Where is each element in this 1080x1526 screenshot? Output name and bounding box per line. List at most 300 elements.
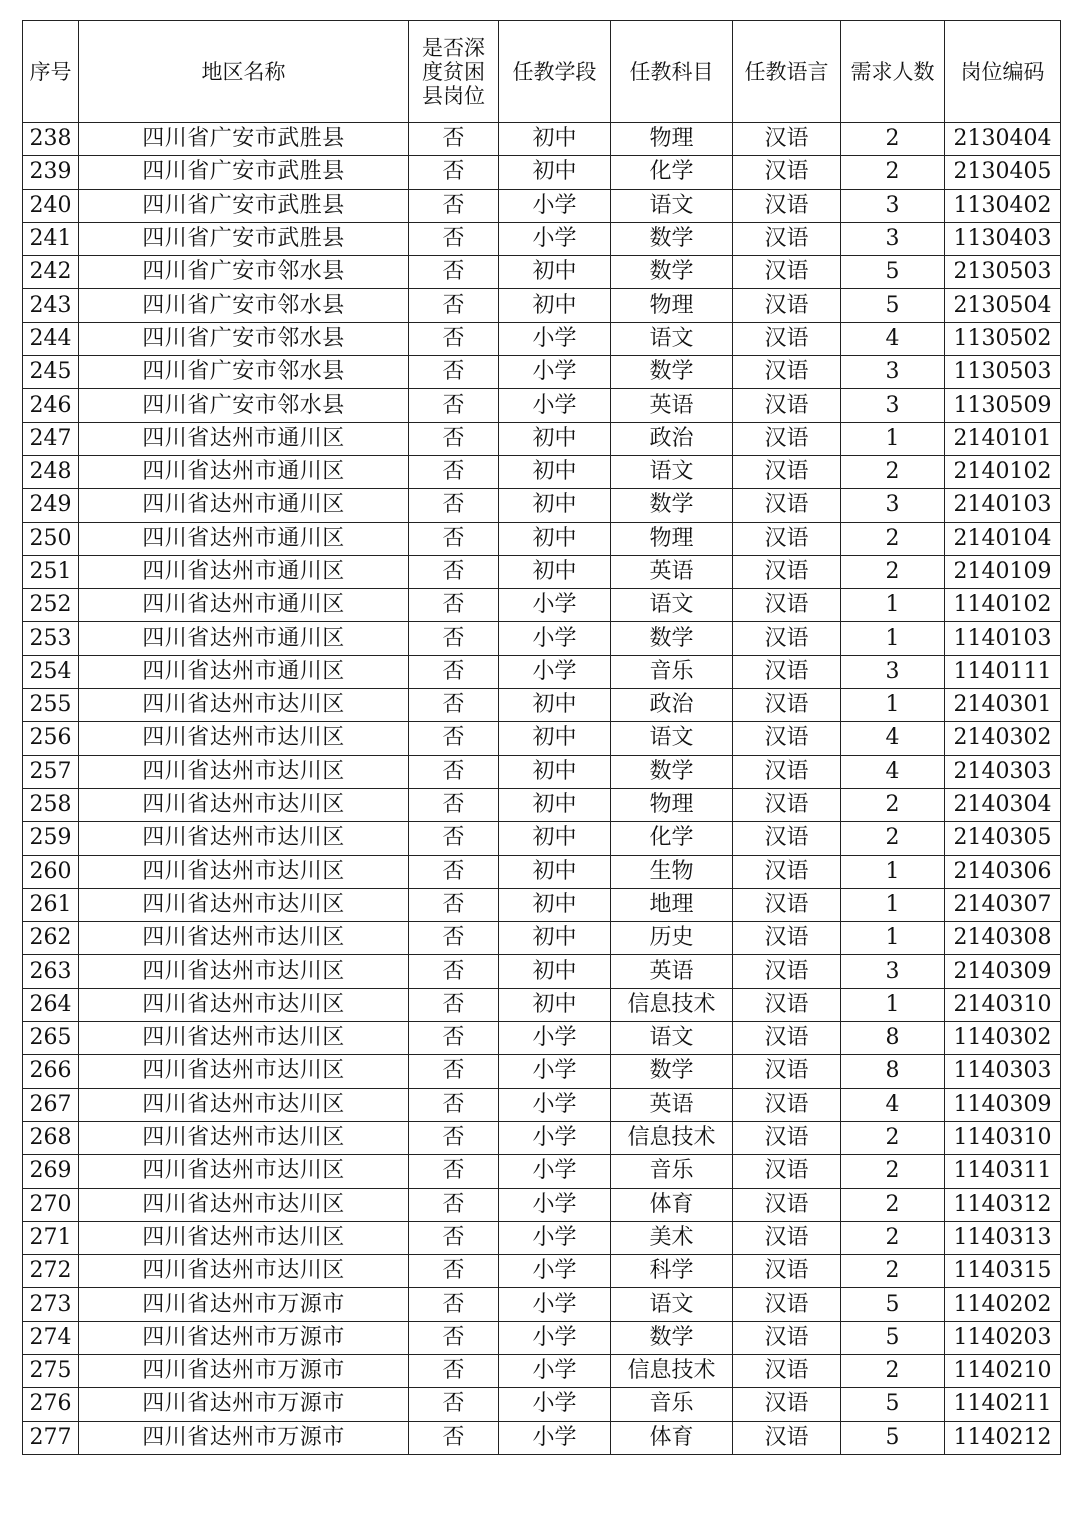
cell-subject: 音乐 [611, 655, 733, 688]
cell-poverty-county: 否 [409, 555, 499, 588]
cell-code: 1140212 [945, 1421, 1061, 1454]
cell-count: 2 [841, 1354, 945, 1387]
cell-language: 汉语 [733, 356, 841, 389]
cell-count: 8 [841, 1055, 945, 1088]
cell-poverty-county: 否 [409, 1088, 499, 1121]
cell-stage: 初中 [499, 922, 611, 955]
cell-count: 2 [841, 1188, 945, 1221]
cell-language: 汉语 [733, 289, 841, 322]
cell-code: 2140308 [945, 922, 1061, 955]
cell-subject: 物理 [611, 788, 733, 821]
header-stage: 任教学段 [499, 21, 611, 123]
cell-count: 5 [841, 1321, 945, 1354]
cell-stage: 小学 [499, 589, 611, 622]
cell-count: 1 [841, 855, 945, 888]
cell-count: 1 [841, 589, 945, 622]
cell-stage: 初中 [499, 156, 611, 189]
cell-count: 2 [841, 1121, 945, 1154]
cell-count: 1 [841, 622, 945, 655]
cell-stage: 初中 [499, 788, 611, 821]
cell-seq: 240 [23, 189, 79, 222]
cell-code: 2130504 [945, 289, 1061, 322]
cell-subject: 体育 [611, 1421, 733, 1454]
cell-stage: 初中 [499, 522, 611, 555]
cell-region: 四川省广安市邻水县 [79, 289, 409, 322]
header-seq: 序号 [23, 21, 79, 123]
cell-seq: 251 [23, 555, 79, 588]
cell-subject: 语文 [611, 1022, 733, 1055]
cell-seq: 241 [23, 222, 79, 255]
cell-count: 1 [841, 988, 945, 1021]
cell-code: 1140211 [945, 1388, 1061, 1421]
cell-language: 汉语 [733, 422, 841, 455]
cell-region: 四川省达州市达川区 [79, 755, 409, 788]
cell-count: 4 [841, 322, 945, 355]
cell-poverty-county: 否 [409, 689, 499, 722]
cell-code: 2140302 [945, 722, 1061, 755]
cell-language: 汉语 [733, 822, 841, 855]
cell-region: 四川省达州市达川区 [79, 788, 409, 821]
table-row [23, 1321, 1061, 1354]
cell-code: 1140111 [945, 655, 1061, 688]
table-row [23, 788, 1061, 821]
cell-stage: 小学 [499, 1221, 611, 1254]
cell-poverty-county: 否 [409, 1121, 499, 1154]
table-row [23, 689, 1061, 722]
cell-count: 1 [841, 422, 945, 455]
cell-count: 2 [841, 123, 945, 156]
cell-region: 四川省达州市达川区 [79, 1155, 409, 1188]
cell-count: 2 [841, 522, 945, 555]
cell-seq: 255 [23, 689, 79, 722]
table-body [23, 123, 1061, 1455]
cell-seq: 254 [23, 655, 79, 688]
cell-poverty-county: 否 [409, 1354, 499, 1387]
cell-language: 汉语 [733, 222, 841, 255]
cell-count: 2 [841, 455, 945, 488]
cell-poverty-county: 否 [409, 156, 499, 189]
cell-poverty-county: 否 [409, 1188, 499, 1221]
table-row [23, 289, 1061, 322]
cell-stage: 小学 [499, 1155, 611, 1188]
table-row [23, 922, 1061, 955]
cell-region: 四川省广安市武胜县 [79, 189, 409, 222]
table-row [23, 722, 1061, 755]
table-row [23, 489, 1061, 522]
cell-region: 四川省达州市通川区 [79, 655, 409, 688]
cell-count: 5 [841, 289, 945, 322]
cell-language: 汉语 [733, 689, 841, 722]
cell-region: 四川省达州市万源市 [79, 1321, 409, 1354]
table-row [23, 1155, 1061, 1188]
cell-seq: 252 [23, 589, 79, 622]
header-poverty-county-text: 是否深度贫困县岗位 [422, 35, 485, 108]
cell-stage: 初中 [499, 123, 611, 156]
cell-seq: 265 [23, 1022, 79, 1055]
cell-code: 2140102 [945, 455, 1061, 488]
cell-count: 1 [841, 922, 945, 955]
cell-subject: 地理 [611, 888, 733, 921]
cell-language: 汉语 [733, 1388, 841, 1421]
cell-poverty-county: 否 [409, 988, 499, 1021]
cell-seq: 267 [23, 1088, 79, 1121]
cell-seq: 259 [23, 822, 79, 855]
cell-poverty-county: 否 [409, 1388, 499, 1421]
job-postings-table [22, 20, 1061, 1455]
cell-count: 5 [841, 256, 945, 289]
table-row [23, 1421, 1061, 1454]
cell-poverty-county: 否 [409, 1055, 499, 1088]
cell-region: 四川省广安市邻水县 [79, 256, 409, 289]
cell-code: 2130404 [945, 123, 1061, 156]
cell-language: 汉语 [733, 189, 841, 222]
cell-code: 1140202 [945, 1288, 1061, 1321]
cell-poverty-county: 否 [409, 855, 499, 888]
table-row [23, 1288, 1061, 1321]
cell-region: 四川省达州市达川区 [79, 1121, 409, 1154]
cell-subject: 物理 [611, 522, 733, 555]
cell-code: 2140309 [945, 955, 1061, 988]
cell-stage: 小学 [499, 1121, 611, 1154]
cell-stage: 初中 [499, 722, 611, 755]
cell-stage: 初中 [499, 455, 611, 488]
cell-region: 四川省达州市达川区 [79, 1221, 409, 1254]
cell-stage: 初中 [499, 689, 611, 722]
cell-region: 四川省达州市达川区 [79, 1088, 409, 1121]
cell-count: 5 [841, 1421, 945, 1454]
cell-subject: 信息技术 [611, 1121, 733, 1154]
cell-seq: 275 [23, 1354, 79, 1387]
cell-code: 2140103 [945, 489, 1061, 522]
table-row [23, 655, 1061, 688]
cell-code: 2140304 [945, 788, 1061, 821]
cell-poverty-county: 否 [409, 888, 499, 921]
cell-language: 汉语 [733, 489, 841, 522]
cell-subject: 数学 [611, 1321, 733, 1354]
header-row [23, 21, 1061, 123]
cell-stage: 小学 [499, 1354, 611, 1387]
cell-subject: 英语 [611, 1088, 733, 1121]
cell-region: 四川省达州市万源市 [79, 1288, 409, 1321]
cell-poverty-county: 否 [409, 922, 499, 955]
table-row [23, 455, 1061, 488]
cell-subject: 语文 [611, 722, 733, 755]
cell-subject: 数学 [611, 1055, 733, 1088]
cell-poverty-county: 否 [409, 522, 499, 555]
cell-stage: 小学 [499, 189, 611, 222]
table-row [23, 222, 1061, 255]
cell-subject: 英语 [611, 555, 733, 588]
table-row [23, 422, 1061, 455]
cell-seq: 247 [23, 422, 79, 455]
table-row [23, 622, 1061, 655]
cell-subject: 美术 [611, 1221, 733, 1254]
table-row [23, 356, 1061, 389]
cell-subject: 数学 [611, 356, 733, 389]
cell-subject: 数学 [611, 622, 733, 655]
cell-stage: 初中 [499, 822, 611, 855]
cell-language: 汉语 [733, 755, 841, 788]
cell-subject: 数学 [611, 489, 733, 522]
cell-seq: 245 [23, 356, 79, 389]
cell-code: 1140302 [945, 1022, 1061, 1055]
cell-subject: 信息技术 [611, 988, 733, 1021]
cell-subject: 语文 [611, 1288, 733, 1321]
cell-seq: 243 [23, 289, 79, 322]
cell-poverty-county: 否 [409, 1022, 499, 1055]
cell-poverty-county: 否 [409, 322, 499, 355]
table-row [23, 1188, 1061, 1221]
cell-poverty-county: 否 [409, 1221, 499, 1254]
cell-stage: 初中 [499, 755, 611, 788]
cell-seq: 268 [23, 1121, 79, 1154]
cell-seq: 248 [23, 455, 79, 488]
cell-stage: 初中 [499, 888, 611, 921]
cell-poverty-county: 否 [409, 489, 499, 522]
cell-region: 四川省达州市通川区 [79, 622, 409, 655]
cell-region: 四川省达州市达川区 [79, 722, 409, 755]
cell-code: 1140312 [945, 1188, 1061, 1221]
table-row [23, 822, 1061, 855]
cell-count: 3 [841, 356, 945, 389]
cell-poverty-county: 否 [409, 589, 499, 622]
table-row [23, 1088, 1061, 1121]
cell-language: 汉语 [733, 1088, 841, 1121]
cell-subject: 数学 [611, 256, 733, 289]
cell-language: 汉语 [733, 788, 841, 821]
cell-code: 2140104 [945, 522, 1061, 555]
cell-seq: 269 [23, 1155, 79, 1188]
cell-count: 5 [841, 1288, 945, 1321]
cell-seq: 270 [23, 1188, 79, 1221]
cell-count: 4 [841, 755, 945, 788]
table-row [23, 1388, 1061, 1421]
cell-poverty-county: 否 [409, 256, 499, 289]
cell-subject: 音乐 [611, 1155, 733, 1188]
cell-code: 1140313 [945, 1221, 1061, 1254]
cell-seq: 276 [23, 1388, 79, 1421]
cell-subject: 政治 [611, 689, 733, 722]
cell-language: 汉语 [733, 1321, 841, 1354]
cell-stage: 小学 [499, 1388, 611, 1421]
cell-language: 汉语 [733, 1022, 841, 1055]
cell-subject: 数学 [611, 222, 733, 255]
cell-subject: 化学 [611, 822, 733, 855]
cell-language: 汉语 [733, 322, 841, 355]
cell-poverty-county: 否 [409, 1321, 499, 1354]
cell-region: 四川省广安市邻水县 [79, 389, 409, 422]
cell-code: 1130509 [945, 389, 1061, 422]
cell-count: 3 [841, 655, 945, 688]
table-row [23, 888, 1061, 921]
cell-count: 2 [841, 156, 945, 189]
cell-region: 四川省达州市达川区 [79, 1255, 409, 1288]
cell-region: 四川省达州市达川区 [79, 1188, 409, 1221]
table-row [23, 389, 1061, 422]
cell-poverty-county: 否 [409, 1155, 499, 1188]
cell-stage: 小学 [499, 222, 611, 255]
cell-region: 四川省达州市通川区 [79, 555, 409, 588]
cell-subject: 信息技术 [611, 1354, 733, 1387]
table-row [23, 256, 1061, 289]
cell-language: 汉语 [733, 888, 841, 921]
cell-poverty-county: 否 [409, 655, 499, 688]
cell-language: 汉语 [733, 1255, 841, 1288]
cell-code: 1140210 [945, 1354, 1061, 1387]
cell-region: 四川省达州市通川区 [79, 422, 409, 455]
cell-count: 1 [841, 689, 945, 722]
table-row [23, 522, 1061, 555]
cell-subject: 英语 [611, 389, 733, 422]
table-row [23, 189, 1061, 222]
cell-region: 四川省广安市武胜县 [79, 156, 409, 189]
table-row [23, 1022, 1061, 1055]
cell-poverty-county: 否 [409, 955, 499, 988]
cell-language: 汉语 [733, 589, 841, 622]
cell-language: 汉语 [733, 1055, 841, 1088]
cell-stage: 小学 [499, 1255, 611, 1288]
cell-poverty-county: 否 [409, 389, 499, 422]
table-row [23, 1255, 1061, 1288]
cell-stage: 初中 [499, 988, 611, 1021]
header-poverty-county [409, 21, 499, 123]
cell-seq: 256 [23, 722, 79, 755]
cell-stage: 小学 [499, 1055, 611, 1088]
cell-seq: 262 [23, 922, 79, 955]
table-row [23, 1121, 1061, 1154]
cell-stage: 初中 [499, 289, 611, 322]
cell-subject: 生物 [611, 855, 733, 888]
table-row [23, 123, 1061, 156]
cell-code: 2140303 [945, 755, 1061, 788]
cell-code: 2140306 [945, 855, 1061, 888]
cell-subject: 物理 [611, 289, 733, 322]
cell-poverty-county: 否 [409, 1288, 499, 1321]
cell-code: 2130405 [945, 156, 1061, 189]
cell-subject: 化学 [611, 156, 733, 189]
cell-subject: 语文 [611, 455, 733, 488]
cell-region: 四川省达州市万源市 [79, 1388, 409, 1421]
cell-code: 2140307 [945, 888, 1061, 921]
cell-region: 四川省达州市万源市 [79, 1421, 409, 1454]
cell-seq: 277 [23, 1421, 79, 1454]
cell-poverty-county: 否 [409, 722, 499, 755]
cell-language: 汉语 [733, 1121, 841, 1154]
cell-stage: 初中 [499, 555, 611, 588]
cell-language: 汉语 [733, 1354, 841, 1387]
cell-poverty-county: 否 [409, 788, 499, 821]
cell-code: 1130502 [945, 322, 1061, 355]
cell-region: 四川省广安市邻水县 [79, 356, 409, 389]
cell-region: 四川省达州市达川区 [79, 689, 409, 722]
table-row [23, 555, 1061, 588]
cell-poverty-county: 否 [409, 222, 499, 255]
cell-code: 2140101 [945, 422, 1061, 455]
cell-poverty-county: 否 [409, 123, 499, 156]
cell-language: 汉语 [733, 722, 841, 755]
cell-stage: 初中 [499, 422, 611, 455]
cell-subject: 语文 [611, 189, 733, 222]
cell-language: 汉语 [733, 1421, 841, 1454]
cell-language: 汉语 [733, 655, 841, 688]
cell-code: 2130503 [945, 256, 1061, 289]
cell-count: 1 [841, 888, 945, 921]
cell-subject: 体育 [611, 1188, 733, 1221]
cell-region: 四川省达州市通川区 [79, 522, 409, 555]
cell-subject: 语文 [611, 322, 733, 355]
cell-stage: 小学 [499, 1288, 611, 1321]
cell-language: 汉语 [733, 256, 841, 289]
table-row [23, 589, 1061, 622]
cell-region: 四川省达州市达川区 [79, 922, 409, 955]
cell-subject: 物理 [611, 123, 733, 156]
cell-region: 四川省广安市武胜县 [79, 222, 409, 255]
cell-code: 1140303 [945, 1055, 1061, 1088]
cell-stage: 初中 [499, 256, 611, 289]
cell-region: 四川省达州市达川区 [79, 1055, 409, 1088]
cell-count: 5 [841, 1388, 945, 1421]
cell-region: 四川省广安市邻水县 [79, 322, 409, 355]
cell-language: 汉语 [733, 988, 841, 1021]
cell-region: 四川省达州市达川区 [79, 1022, 409, 1055]
cell-stage: 小学 [499, 1188, 611, 1221]
cell-poverty-county: 否 [409, 622, 499, 655]
table-row [23, 1055, 1061, 1088]
cell-seq: 272 [23, 1255, 79, 1288]
cell-poverty-county: 否 [409, 289, 499, 322]
table-row [23, 755, 1061, 788]
cell-code: 1140103 [945, 622, 1061, 655]
cell-language: 汉语 [733, 555, 841, 588]
cell-region: 四川省达州市达川区 [79, 888, 409, 921]
cell-language: 汉语 [733, 123, 841, 156]
cell-seq: 263 [23, 955, 79, 988]
cell-seq: 250 [23, 522, 79, 555]
cell-poverty-county: 否 [409, 356, 499, 389]
table-row [23, 1221, 1061, 1254]
cell-poverty-county: 否 [409, 755, 499, 788]
cell-seq: 266 [23, 1055, 79, 1088]
header-code: 岗位编码 [945, 21, 1061, 123]
cell-subject: 音乐 [611, 1388, 733, 1421]
cell-language: 汉语 [733, 1288, 841, 1321]
table-row [23, 322, 1061, 355]
cell-stage: 小学 [499, 322, 611, 355]
cell-subject: 政治 [611, 422, 733, 455]
cell-code: 2140305 [945, 822, 1061, 855]
cell-language: 汉语 [733, 156, 841, 189]
cell-region: 四川省广安市武胜县 [79, 123, 409, 156]
cell-region: 四川省达州市达川区 [79, 855, 409, 888]
table-row [23, 988, 1061, 1021]
cell-seq: 273 [23, 1288, 79, 1321]
cell-count: 4 [841, 722, 945, 755]
cell-subject: 科学 [611, 1255, 733, 1288]
cell-language: 汉语 [733, 1221, 841, 1254]
cell-stage: 小学 [499, 356, 611, 389]
cell-seq: 264 [23, 988, 79, 1021]
cell-language: 汉语 [733, 389, 841, 422]
cell-subject: 历史 [611, 922, 733, 955]
cell-count: 2 [841, 555, 945, 588]
cell-seq: 239 [23, 156, 79, 189]
header-count: 需求人数 [841, 21, 945, 123]
cell-code: 1130402 [945, 189, 1061, 222]
cell-seq: 249 [23, 489, 79, 522]
cell-region: 四川省达州市达川区 [79, 988, 409, 1021]
cell-seq: 238 [23, 123, 79, 156]
cell-language: 汉语 [733, 955, 841, 988]
